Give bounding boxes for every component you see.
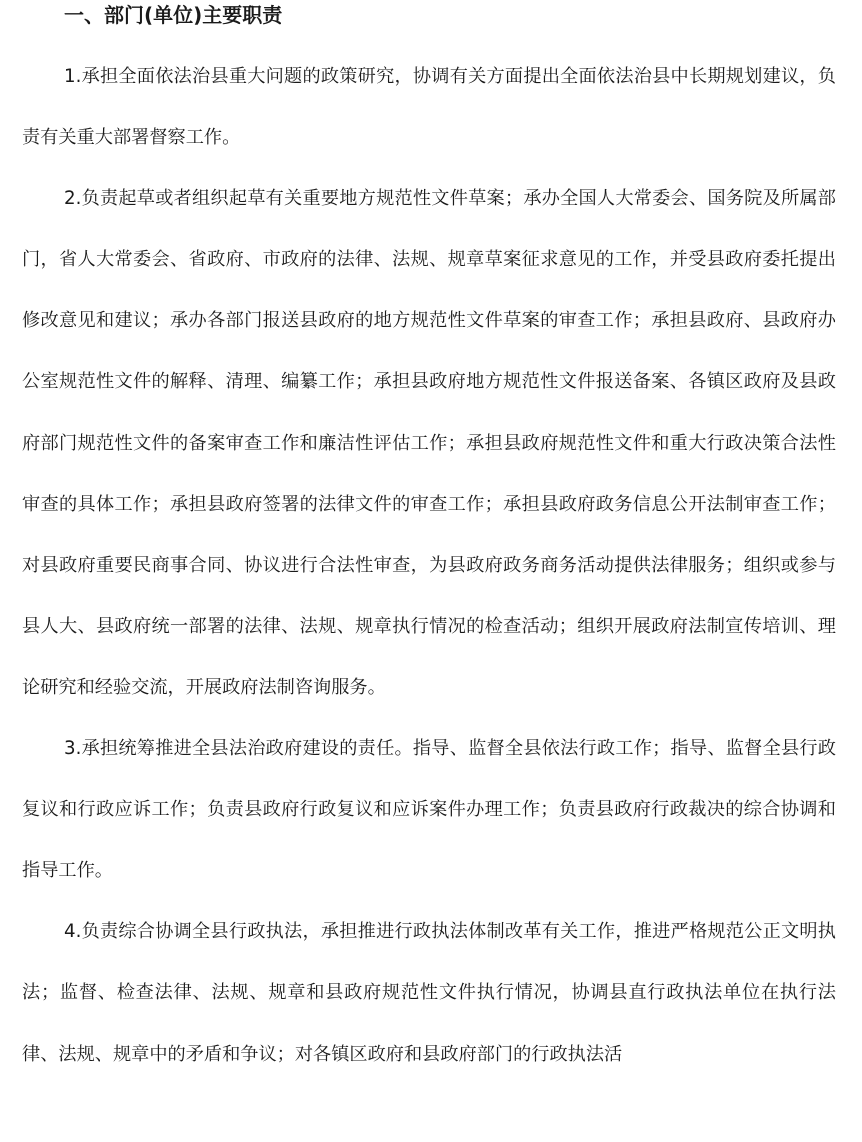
duty-paragraph-2: 2.负责起草或者组织起草有关重要地方规范性文件草案；承办全国人大常委会、国务院及所属部门，省人大常委会、省政府、市政府的法律、法规、规章草案征求意见的工作，并受县政府委托提出修改意见和建议；承办各部门报送县政府的地方规范性文件草案的审查工作；承担县政府、县政府办公室规范性文件的解释、清理、编纂工作；承担县政府地方规范性文件报送备案、各镇区政府及县政府部门规范性文件的备案审查工作和廉洁性评估工作；承担县政府规范性文件和重大行政决策合法性审查的具体工作；承担县政府签署的法律文件的审查工作；承担县政府政务信息公开法制审查工作；对县政府重要民商事合同、协议进行合法性审查，为县政府政务商务活动提供法律服务；组织或参与县人大、县政府统一部署的法律、法规、规章执行情况的检查活动；组织开展政府法制宣传培训、理论研究和经验交流，开展政府法制咨询服务。 (22, 188, 836, 698)
section-heading: 一、部门(单位)主要职责 (64, 3, 283, 27)
duty-paragraph-3: 3.承担统筹推进全县法治政府建设的责任。指导、监督全县依法行政工作；指导、监督全县行政复议和行政应诉工作；负责县政府行政复议和应诉案件办理工作；负责县政府行政裁决的综合协调和指导工作。 (22, 738, 836, 882)
document-body (22, 0, 836, 1085)
duty-paragraph-1: 1.承担全面依法治县重大问题的政策研究，协调有关方面提出全面依法治县中长期规划建议，负责有关重大部署督察工作。 (22, 66, 836, 149)
duty-paragraph-4: 4.负责综合协调全县行政执法，承担推进行政执法体制改革有关工作，推进严格规范公正文明执法；监督、检查法律、法规、规章和县政府规范性文件执行情况，协调县直行政执法单位在执行法律、法规、规章中的矛盾和争议；对各镇区政府和县政府部门的行政执法活 (22, 921, 836, 1065)
